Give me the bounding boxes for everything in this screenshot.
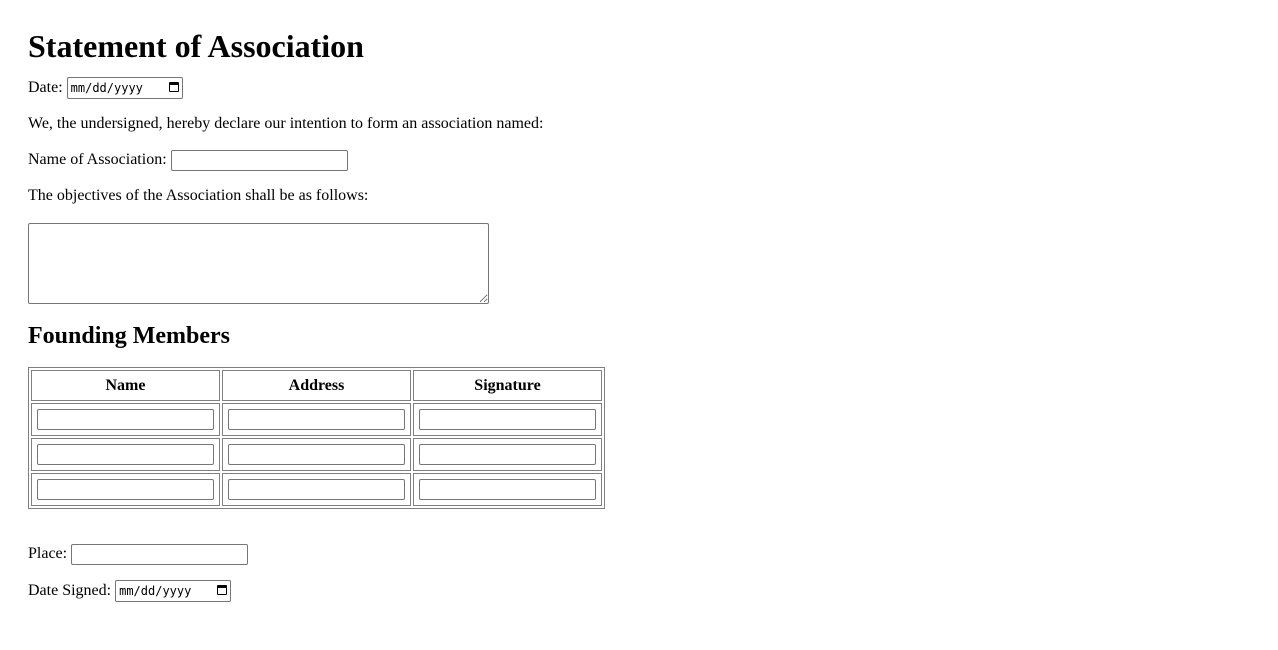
member-name-input[interactable] [37, 479, 214, 500]
date-signed-placeholder: mm/dd/yyyy [115, 580, 231, 602]
table-cell [413, 473, 602, 506]
table-cell [31, 438, 220, 471]
page-title: Statement of Association [28, 28, 364, 64]
objectives-textarea[interactable] [28, 223, 489, 304]
member-name-input[interactable] [37, 409, 214, 430]
table-cell [413, 403, 602, 436]
table-cell [31, 403, 220, 436]
table-cell [31, 473, 220, 506]
date-signed-label: Date Signed: [28, 582, 112, 599]
calendar-icon[interactable] [217, 585, 227, 595]
association-name-row [28, 149, 1250, 171]
table-row [31, 473, 602, 506]
column-header-address: Address [222, 370, 411, 401]
date-input[interactable] [67, 77, 183, 99]
place-row [28, 543, 1250, 565]
table-cell [222, 473, 411, 506]
objectives-label: The objectives of the Association shall be as follows: [28, 187, 369, 204]
members-heading: Founding Members [28, 323, 231, 349]
member-signature-input[interactable] [419, 444, 596, 465]
table-row [31, 403, 602, 436]
association-name-label: Name of Association: [28, 151, 167, 168]
table-cell [222, 438, 411, 471]
date-row [28, 77, 1250, 99]
member-signature-input[interactable] [419, 479, 596, 500]
member-signature-input[interactable] [419, 409, 596, 430]
column-header-signature: Signature [413, 370, 602, 401]
place-label: Place: [28, 545, 68, 562]
place-input[interactable] [71, 544, 248, 565]
declaration-text: We, the undersigned, hereby declare our intention to form an association named: [28, 115, 544, 132]
date-label: Date: [28, 79, 63, 96]
date-signed-row [28, 580, 1250, 602]
members-header-row [31, 370, 602, 401]
date-signed-input[interactable] [115, 580, 231, 602]
calendar-icon[interactable] [169, 82, 179, 92]
members-table [28, 367, 605, 509]
column-header-name: Name [31, 370, 220, 401]
member-name-input[interactable] [37, 444, 214, 465]
table-cell [413, 438, 602, 471]
date-placeholder: mm/dd/yyyy [67, 77, 183, 99]
association-name-input[interactable] [171, 150, 348, 171]
member-address-input[interactable] [228, 444, 405, 465]
table-cell [222, 403, 411, 436]
member-address-input[interactable] [228, 479, 405, 500]
table-row [31, 438, 602, 471]
member-address-input[interactable] [228, 409, 405, 430]
